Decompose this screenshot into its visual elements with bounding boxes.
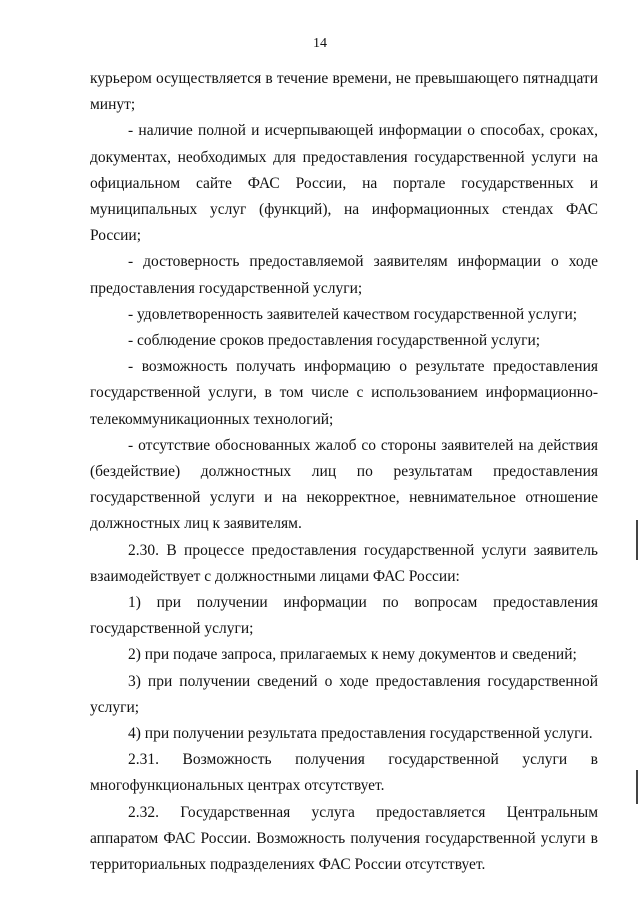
list-item-completeness-info: - наличие полной и исчерпывающей информации о способах, сроках, документах, необходимых для предоставления государственной услуги на официальном сайте ФАС России, на портале государственных и муниципальных услуг (функций), на информационных стендах ФАС России; — [90, 122, 598, 245]
section-2-32: 2.32. Государственная услуга предоставляется Центральным аппаратом ФАС России. Возможность получения государственной услуги в территориальных подразделениях ФАС России отсутствует. — [90, 803, 598, 874]
interaction-item-4: 4) при получении результата предоставления государственной услуги. — [128, 725, 593, 743]
page-number: 14 — [313, 36, 327, 51]
section-2-31: 2.31. Возможность получения государственной услуги в многофункциональных центрах отсутствует. — [90, 751, 598, 795]
list-item-result-info: - возможность получать информацию о результате предоставления государственной услуги, в том числе с использованием информационно-телекоммуникационных технологий; — [90, 358, 598, 428]
list-item-satisfaction: - удовлетворенность заявителей качеством государственной услуги; — [128, 305, 578, 323]
paragraph-continuation: курьером осуществляется в течение времени, не превышающего пятнадцати минут; — [90, 70, 598, 114]
scan-edge-mark — [636, 770, 638, 804]
list-item-reliability-info: - достоверность предоставляемой заявителям информации о ходе предоставления государственной услуги; — [90, 253, 598, 297]
list-item-no-complaints: - отсутствие обоснованных жалоб со стороны заявителей на действия (бездействие) должностных лиц по результатам предоставления государственной услуги и на некорректное, невнимательное отношение должностных лиц к заявителям. — [90, 436, 598, 533]
section-2-30: 2.30. В процессе предоставления государственной услуги заявитель взаимодействует с должностными лицами ФАС России: — [90, 541, 598, 585]
document-body — [90, 66, 598, 878]
list-item-deadlines: - соблюдение сроков предоставления государственной услуги; — [128, 332, 541, 350]
interaction-item-2: 2) при подаче запроса, прилагаемых к нему документов и сведений; — [128, 646, 577, 664]
scan-edge-mark — [636, 520, 638, 560]
interaction-item-1: 1) при получении информации по вопросам предоставления государственной услуги; — [90, 594, 598, 638]
interaction-item-3: 3) при получении сведений о ходе предоставления государственной услуги; — [90, 672, 598, 716]
